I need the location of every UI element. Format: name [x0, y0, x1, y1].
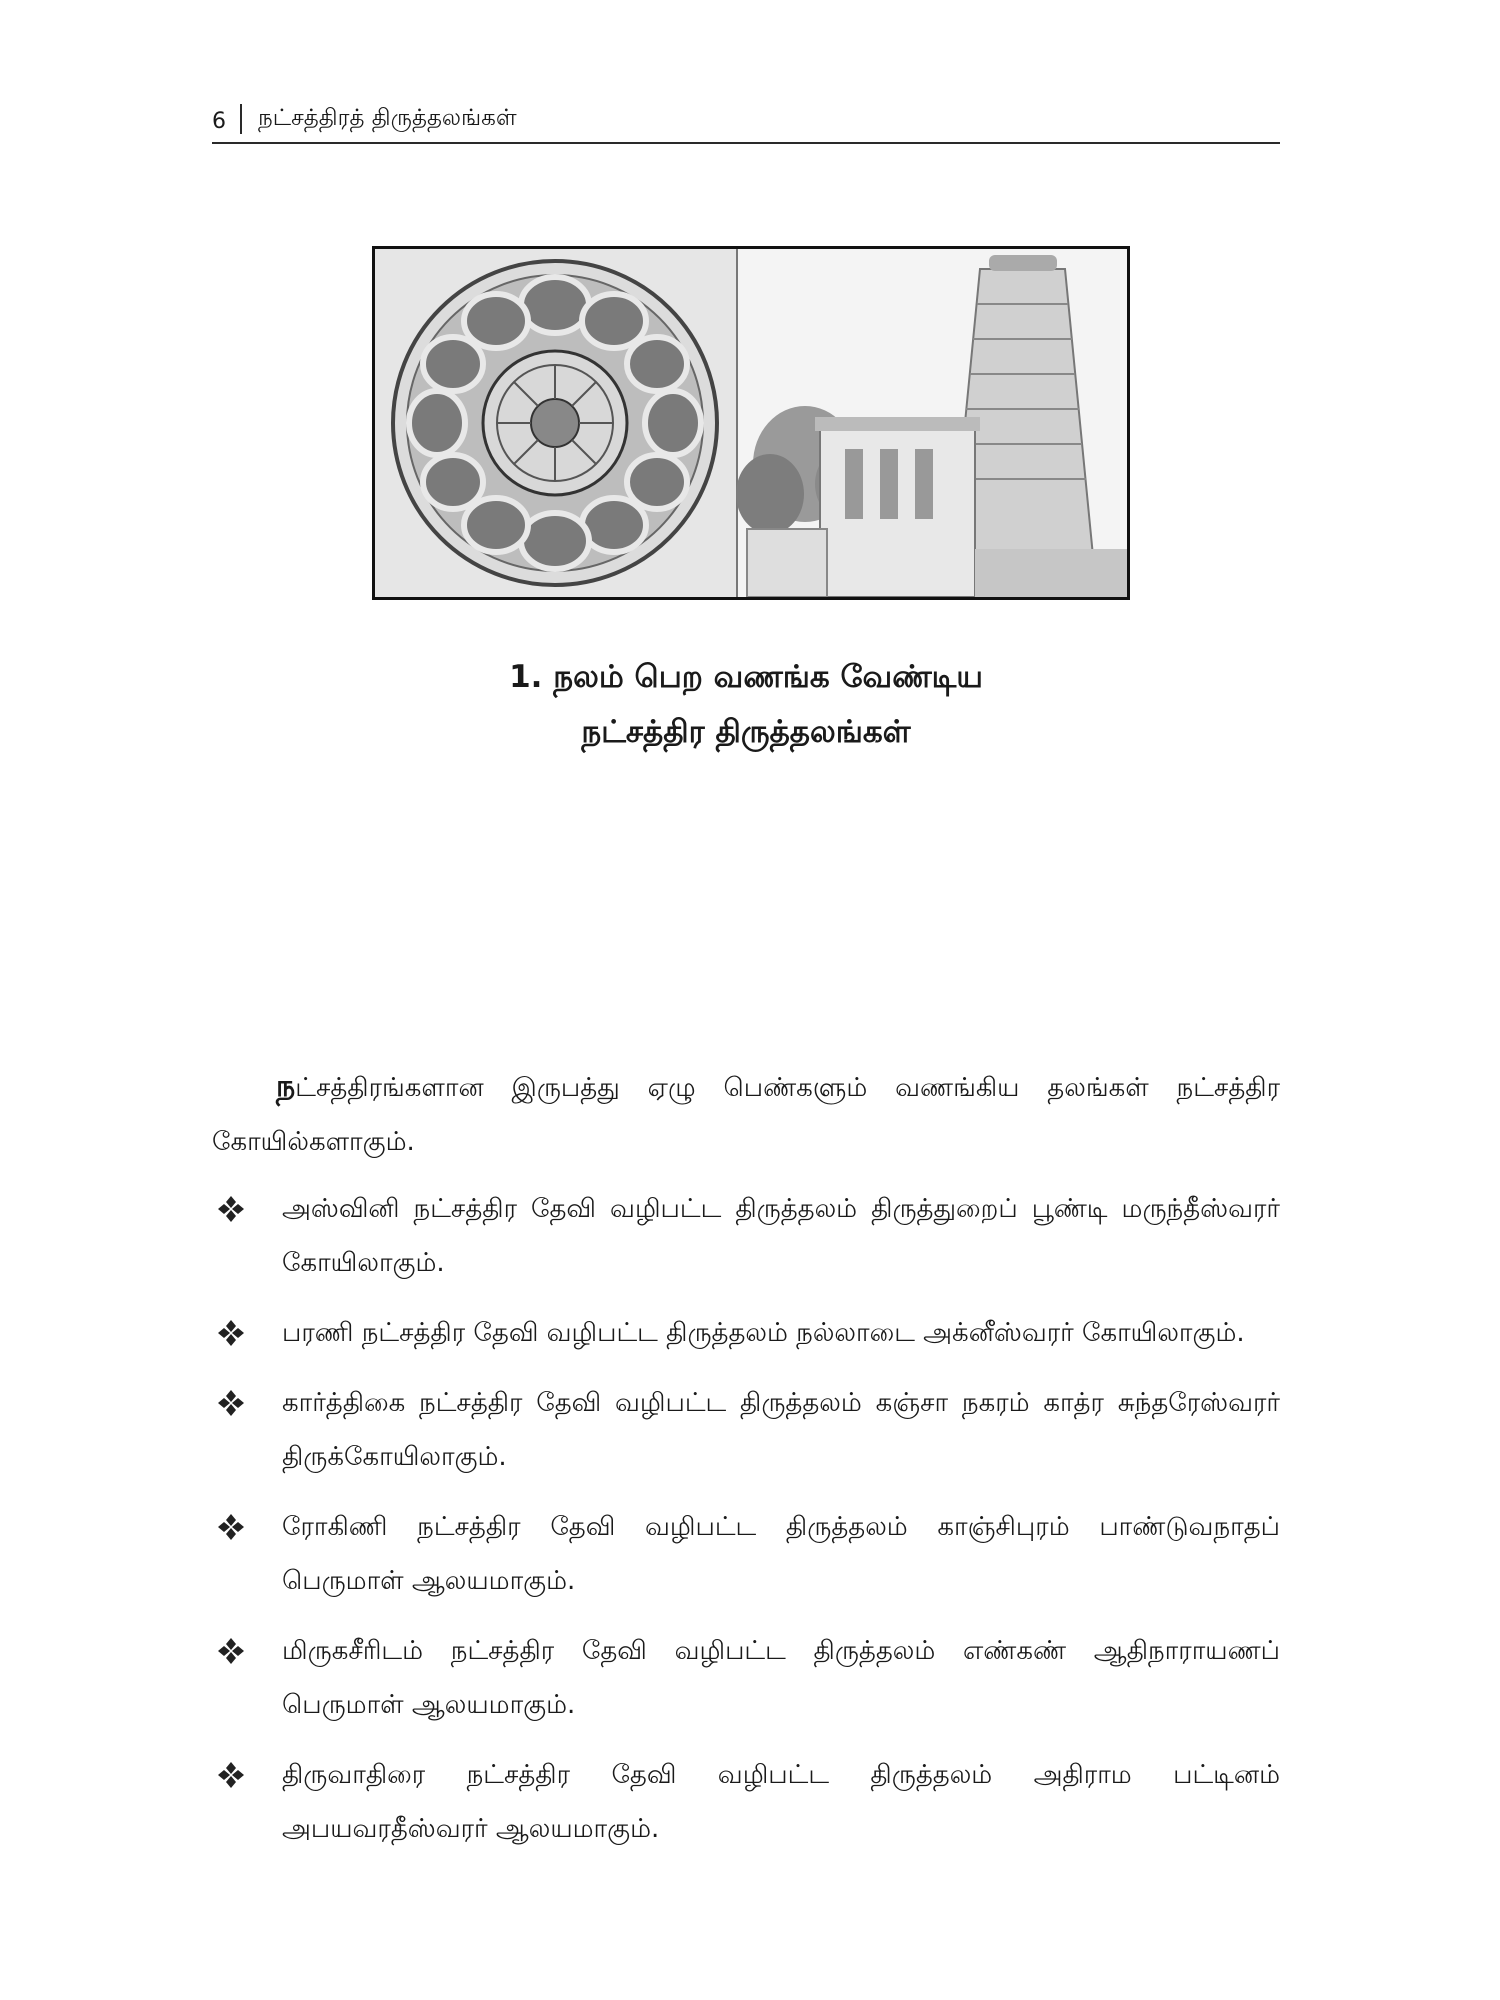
four-diamond-bullet-icon: [216, 1512, 246, 1542]
list-item: [212, 1500, 1280, 1608]
list-item: [212, 1748, 1280, 1856]
list-item-text: அஸ்வினி நட்சத்திர தேவி வழிபட்ட திருத்தலம் திருத்துறைப் பூண்டி மருந்தீஸ்வரர் கோயிலாகும்.: [282, 1194, 1280, 1278]
list-item-text: மிருகசீரிடம் நட்சத்திர தேவி வழிபட்ட திருத்தலம் எண்கண் ஆதிநாராயணப் பெருமாள் ஆலயமாகும்.: [282, 1636, 1280, 1720]
list-item: [212, 1306, 1280, 1360]
running-head: [212, 100, 1280, 144]
list-item-text: பரணி நட்சத்திர தேவி வழிபட்ட திருத்தலம் நல்லாடை அக்னீஸ்வரர் கோயிலாகும்.: [282, 1318, 1245, 1348]
list-item: [212, 1182, 1280, 1290]
chapter-title: [212, 650, 1280, 760]
four-diamond-bullet-icon: [216, 1760, 246, 1790]
temple-list: [212, 1182, 1280, 1872]
intro-text: ட்சத்திரங்களான இருபத்து ஏழு பெண்களும் வணங்கிய தலங்கள் நட்சத்திர கோயில்களாகும்.: [212, 1073, 1280, 1157]
list-item-text: ரோகிணி நட்சத்திர தேவி வழிபட்ட திருத்தலம் காஞ்சிபுரம் பாண்டுவநாதப் பெருமாள் ஆலயமாகும்.: [282, 1512, 1280, 1596]
intro-dropcap: ந: [276, 1069, 296, 1104]
four-diamond-bullet-icon: [216, 1194, 246, 1224]
book-title: நட்சத்திரத் திருத்தலங்கள்: [258, 105, 517, 131]
temple-gopuram-image: [736, 249, 1127, 597]
figure-illustration: [375, 249, 1127, 597]
list-item-text: திருவாதிரை நட்சத்திர தேவி வழிபட்ட திருத்தலம் அதிராம பட்டினம் அபயவரதீஸ்வரர் ஆலயமாகும்.: [282, 1760, 1280, 1844]
chapter-title-line2: நட்சத்திர திருத்தலங்கள்: [581, 714, 911, 750]
list-item-text: கார்த்திகை நட்சத்திர தேவி வழிபட்ட திருத்தலம் கஞ்சா நகரம் காத்ர சுந்தரேஸ்வரர் திருக்கோயிலாகும்.: [282, 1388, 1280, 1472]
intro-paragraph: [212, 1060, 1280, 1169]
header-divider: [240, 104, 242, 134]
list-item: [212, 1376, 1280, 1484]
four-diamond-bullet-icon: [216, 1636, 246, 1666]
four-diamond-bullet-icon: [216, 1318, 246, 1348]
chapter-title-line1: 1. நலம் பெற வணங்க வேண்டிய: [509, 659, 983, 695]
zodiac-wheel-image: [375, 249, 737, 597]
chapter-figure: [372, 246, 1130, 600]
list-item: [212, 1624, 1280, 1732]
four-diamond-bullet-icon: [216, 1388, 246, 1418]
page-number: 6: [212, 109, 226, 134]
